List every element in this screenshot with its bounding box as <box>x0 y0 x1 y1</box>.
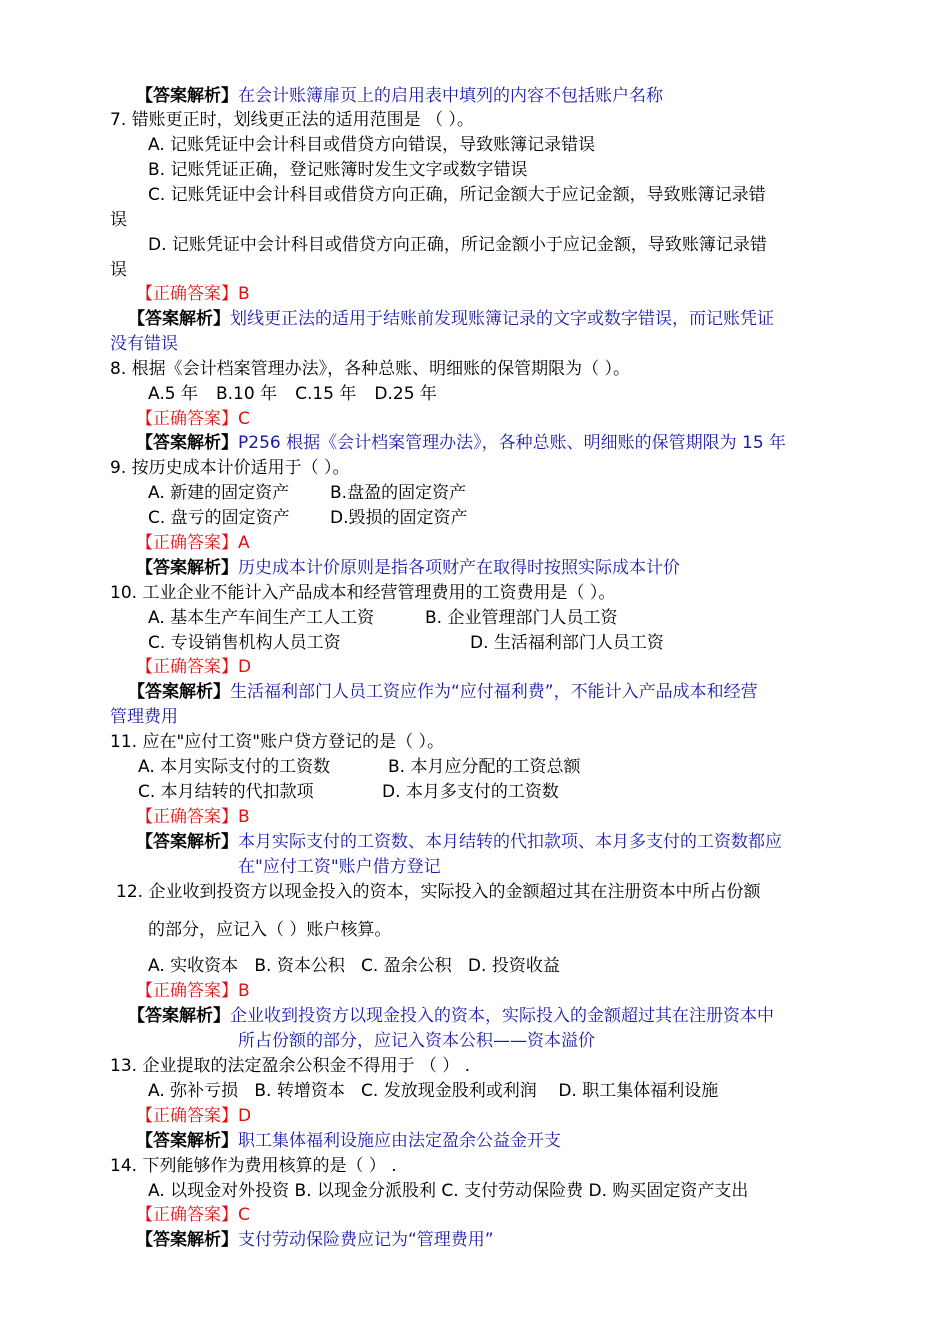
analysis-text: 生活福利部门人员工资应作为“应付福利费”，不能计入产品成本和经营 <box>230 682 758 702</box>
q11-option-a: A. 本月实际支付的工资数 <box>138 757 331 777</box>
analysis-text: 本月实际支付的工资数、本月结转的代扣款项、本月多支付的工资数都应 <box>238 832 782 852</box>
analysis-tag: 【答案解析】 <box>136 433 238 453</box>
q9-answer <box>136 531 250 555</box>
answer-tag: 【正确答案】 <box>136 1205 238 1225</box>
question-11-stem: 11. 应在"应付工资"账户贷方登记的是（ ）。 <box>110 732 444 752</box>
q7-option-c-wrap: 误 <box>110 210 127 230</box>
q7-option-d-wrap: 误 <box>110 260 127 280</box>
answer-tag: 【正确答案】 <box>136 533 238 553</box>
q11-option-d: D. 本月多支付的工资数 <box>382 782 559 802</box>
q8-options <box>148 382 437 406</box>
answer-tag: 【正确答案】 <box>136 409 238 429</box>
q7-option-b: B. 记账凭证正确，登记账簿时发生文字或数字错误 <box>148 160 528 180</box>
answer-tag: 【正确答案】 <box>136 981 238 1001</box>
analysis-tag: 【答案解析】 <box>136 1230 238 1250</box>
q10-option-d: D. 生活福利部门人员工资 <box>470 633 664 653</box>
q9-option-c: C. 盘亏的固定资产 <box>148 508 290 528</box>
q12-analysis <box>128 1004 774 1028</box>
question-7-stem: 7. 错账更正时，划线更正法的适用范围是 （ ）。 <box>110 110 474 130</box>
q8-analysis <box>136 431 786 455</box>
q10-option-a: A. 基本生产车间生产工人工资 <box>148 608 375 628</box>
q9-analysis <box>136 556 680 580</box>
answer-value: B <box>238 981 250 1001</box>
question-12-stem: 12. 企业收到投资方以现金投入的资本，实际投入的金额超过其在注册资本中所占份额 <box>116 882 761 902</box>
analysis-tag: 【答案解析】 <box>128 682 230 702</box>
q13-answer <box>136 1104 251 1128</box>
q9-option-b: B.盘盈的固定资产 <box>330 483 467 503</box>
analysis-text: 职工集体福利设施应由法定盈余公益金开支 <box>238 1131 561 1151</box>
answer-value: B <box>238 284 250 304</box>
q11-analysis <box>136 830 782 854</box>
q11-option-c: C. 本月结转的代扣款项 <box>138 782 314 802</box>
answer-tag: 【正确答案】 <box>136 1106 238 1126</box>
question-13-stem: 13. 企业提取的法定盈余公积金不得用于 （ ） . <box>110 1056 471 1076</box>
q8-option-a: A.5 年 <box>148 384 198 404</box>
q7-answer <box>136 282 250 306</box>
q9-option-a: A. 新建的固定资产 <box>148 483 290 503</box>
q13-analysis <box>136 1129 561 1153</box>
answer-value: B <box>238 807 250 827</box>
analysis-text: 历史成本计价原则是指各项财产在取得时按照实际成本计价 <box>238 558 680 578</box>
answer-value: D <box>238 657 252 677</box>
question-14-stem: 14. 下列能够作为费用核算的是（ ） . <box>110 1156 397 1176</box>
analysis-tag: 【答案解析】 <box>128 1006 230 1026</box>
answer-value: A <box>238 533 250 553</box>
q13-options: A. 弥补亏损 B. 转增资本 C. 发放现金股利或利润 D. 职工集体福利设施 <box>148 1081 719 1101</box>
q7-option-d: D. 记账凭证中会计科目或借贷方向正确，所记金额小于应记金额，导致账簿记录错 <box>148 235 767 255</box>
analysis-tag: 【答案解析】 <box>136 1131 238 1151</box>
q14-options: A. 以现金对外投资 B. 以现金分派股利 C. 支付劳动保险费 D. 购买固定资产支出 <box>148 1181 749 1201</box>
q7-analysis <box>128 307 774 331</box>
q10-analysis-wrap: 管理费用 <box>110 707 178 727</box>
q12-answer <box>136 979 250 1003</box>
q14-answer <box>136 1203 250 1227</box>
analysis-tag: 【答案解析】 <box>136 832 238 852</box>
answer-tag: 【正确答案】 <box>136 807 238 827</box>
q6-analysis <box>136 84 663 108</box>
q10-analysis <box>128 680 758 704</box>
q10-option-c: C. 专设销售机构人员工资 <box>148 633 341 653</box>
q11-analysis-wrap: 在"应付工资"账户借方登记 <box>238 857 441 877</box>
q12-options: A. 实收资本 B. 资本公积 C. 盈余公积 D. 投资收益 <box>148 956 560 976</box>
analysis-tag: 【答案解析】 <box>136 558 238 578</box>
analysis-text: 划线更正法的适用于结账前发现账簿记录的文字或数字错误，而记账凭证 <box>230 309 774 329</box>
q7-option-c: C. 记账凭证中会计科目或借贷方向正确，所记金额大于应记金额，导致账簿记录错 <box>148 185 766 205</box>
q8-answer <box>136 407 250 431</box>
question-8-stem: 8. 根据《会计档案管理办法》，各种总账、明细账的保管期限为（ ）。 <box>110 359 631 379</box>
analysis-tag: 【答案解析】 <box>128 309 230 329</box>
q7-analysis-wrap: 没有错误 <box>110 334 178 354</box>
question-9-stem: 9. 按历史成本计价适用于（ ）。 <box>110 458 350 478</box>
answer-tag: 【正确答案】 <box>136 284 238 304</box>
analysis-text: 在会计账簿扉页上的启用表中填列的内容不包括账户名称 <box>238 86 663 106</box>
analysis-text: 企业收到投资方以现金投入的资本，实际投入的金额超过其在注册资本中 <box>230 1006 774 1026</box>
q11-answer <box>136 805 250 829</box>
answer-tag: 【正确答案】 <box>136 657 238 677</box>
question-10-stem: 10. 工业企业不能计入产品成本和经营管理费用的工资费用是（ ）。 <box>110 583 616 603</box>
q12-analysis-wrap: 所占份额的部分，应记入资本公积——资本溢价 <box>238 1031 595 1051</box>
q10-option-b: B. 企业管理部门人员工资 <box>425 608 618 628</box>
q8-option-d: D.25 年 <box>374 384 437 404</box>
analysis-tag: 【答案解析】 <box>136 86 238 106</box>
answer-value: C <box>238 1205 250 1225</box>
q9-option-d: D.毁损的固定资产 <box>330 508 468 528</box>
analysis-text: P256 根据《会计档案管理办法》，各种总账、明细账的保管期限为 15 年 <box>238 433 787 453</box>
q11-option-b: B. 本月应分配的工资总额 <box>388 757 581 777</box>
answer-value: C <box>238 409 250 429</box>
answer-value: D <box>238 1106 252 1126</box>
q7-option-a: A. 记账凭证中会计科目或借贷方向错误，导致账簿记录错误 <box>148 135 596 155</box>
analysis-text: 支付劳动保险费应记为“管理费用” <box>238 1230 494 1250</box>
q8-option-c: C.15 年 <box>295 384 357 404</box>
q10-answer <box>136 655 251 679</box>
q14-analysis <box>136 1228 494 1252</box>
q8-option-b: B.10 年 <box>215 384 278 404</box>
question-12-stem-wrap: 的部分，应记入（ ）账户核算。 <box>148 920 392 940</box>
